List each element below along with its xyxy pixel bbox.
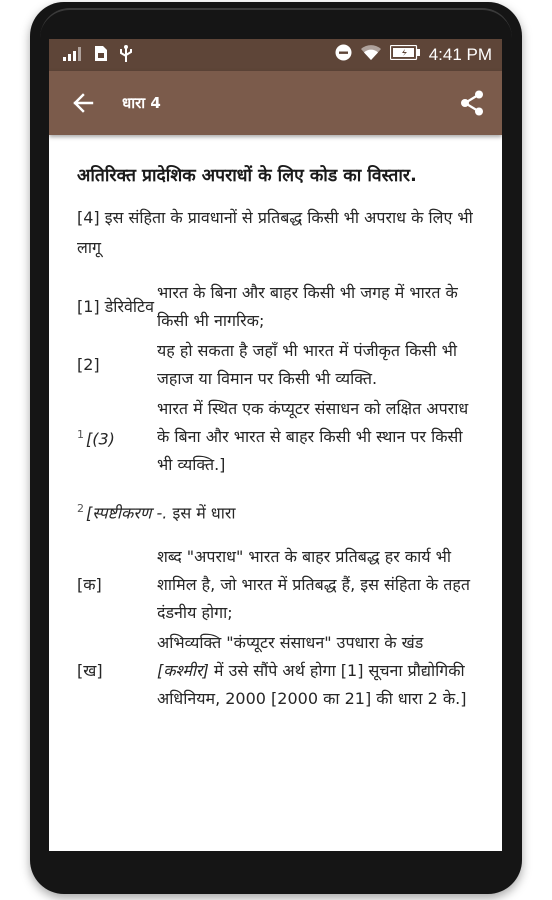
subsection-text: भारत के बिना और बाहर किसी भी जगह में भारत के किसी भी नागरिक;	[157, 283, 458, 330]
subsection-row	[77, 337, 475, 393]
signal-icon	[63, 46, 83, 65]
explanation-label: [स्पष्टीकरण -.	[86, 503, 168, 523]
battery-icon	[390, 45, 420, 64]
clause-text-italic: [कश्मीर]	[157, 661, 209, 681]
clause-row	[77, 629, 475, 713]
clause-text: में उसे सौंपे अर्थ होगा [1] सूचना प्रौद्योगिकी अधिनियम, 2000 [2000 का 21] की धारा 2 के.]	[157, 661, 467, 709]
phone-frame-highlight	[40, 8, 512, 38]
status-bar	[49, 39, 502, 71]
subsection-row	[77, 279, 475, 335]
wifi-icon	[361, 45, 381, 65]
section-intro: [4] इस संहिता के प्रावधानों से प्रतिबद्ध किसी भी अपराध के लिए भी लागू	[77, 208, 473, 257]
share-button[interactable]	[456, 87, 488, 119]
do-not-disturb-icon	[335, 44, 352, 65]
share-icon	[460, 90, 484, 116]
clause-text: शब्द "अपराध" भारत के बाहर प्रतिबद्ध हर कार्य भी शामिल है, जो भारत में प्रतिबद्ध हैं, इस संहिता के तहत दंडनीय होगा;	[157, 547, 470, 623]
section-content	[49, 135, 502, 851]
section-heading: अतिरिक्त प्रादेशिक अपराधों के लिए कोड का विस्तार.	[77, 166, 417, 186]
subsection-text: भारत में स्थित एक कंप्यूटर संसाधन को लक्षित अपराध के बिना और भारत से बाहर किसी भी स्थान पर किसी भी व्यक्ति.]	[157, 399, 469, 474]
back-arrow-icon	[72, 92, 94, 114]
subsection-label-wrap	[77, 421, 157, 453]
sim-icon	[95, 46, 107, 65]
clause-label: [ख]	[77, 661, 103, 681]
page-title: धारा 4	[122, 94, 161, 112]
footnote-marker[interactable]: 2	[77, 502, 84, 515]
footnote-marker[interactable]: 1	[77, 427, 84, 441]
subsection-text: यह हो सकता है जहाँ भी भारत में पंजीकृत किसी भी जहाज या विमान पर किसी भी व्यक्ति.	[157, 341, 457, 388]
subsection-label: [2]	[77, 355, 100, 374]
explanation-line	[77, 495, 475, 527]
app-bar	[49, 71, 502, 135]
clause-label: [क]	[77, 575, 102, 595]
clause-row	[77, 543, 475, 627]
back-button[interactable]	[67, 87, 99, 119]
usb-icon	[119, 45, 133, 66]
explanation-text: इस में धारा	[167, 503, 236, 523]
subsection-label: [1] डेरिवेटिव	[77, 297, 154, 316]
subsection-row	[77, 395, 475, 479]
screen	[49, 39, 502, 851]
clause-text: अभिव्यक्ति "कंप्यूटर संसाधन" उपधारा के खंड	[157, 633, 424, 653]
subsection-label: [(3)	[86, 429, 115, 449]
clause-text-wrap	[157, 629, 475, 713]
clock: 4:41 PM	[428, 44, 492, 64]
